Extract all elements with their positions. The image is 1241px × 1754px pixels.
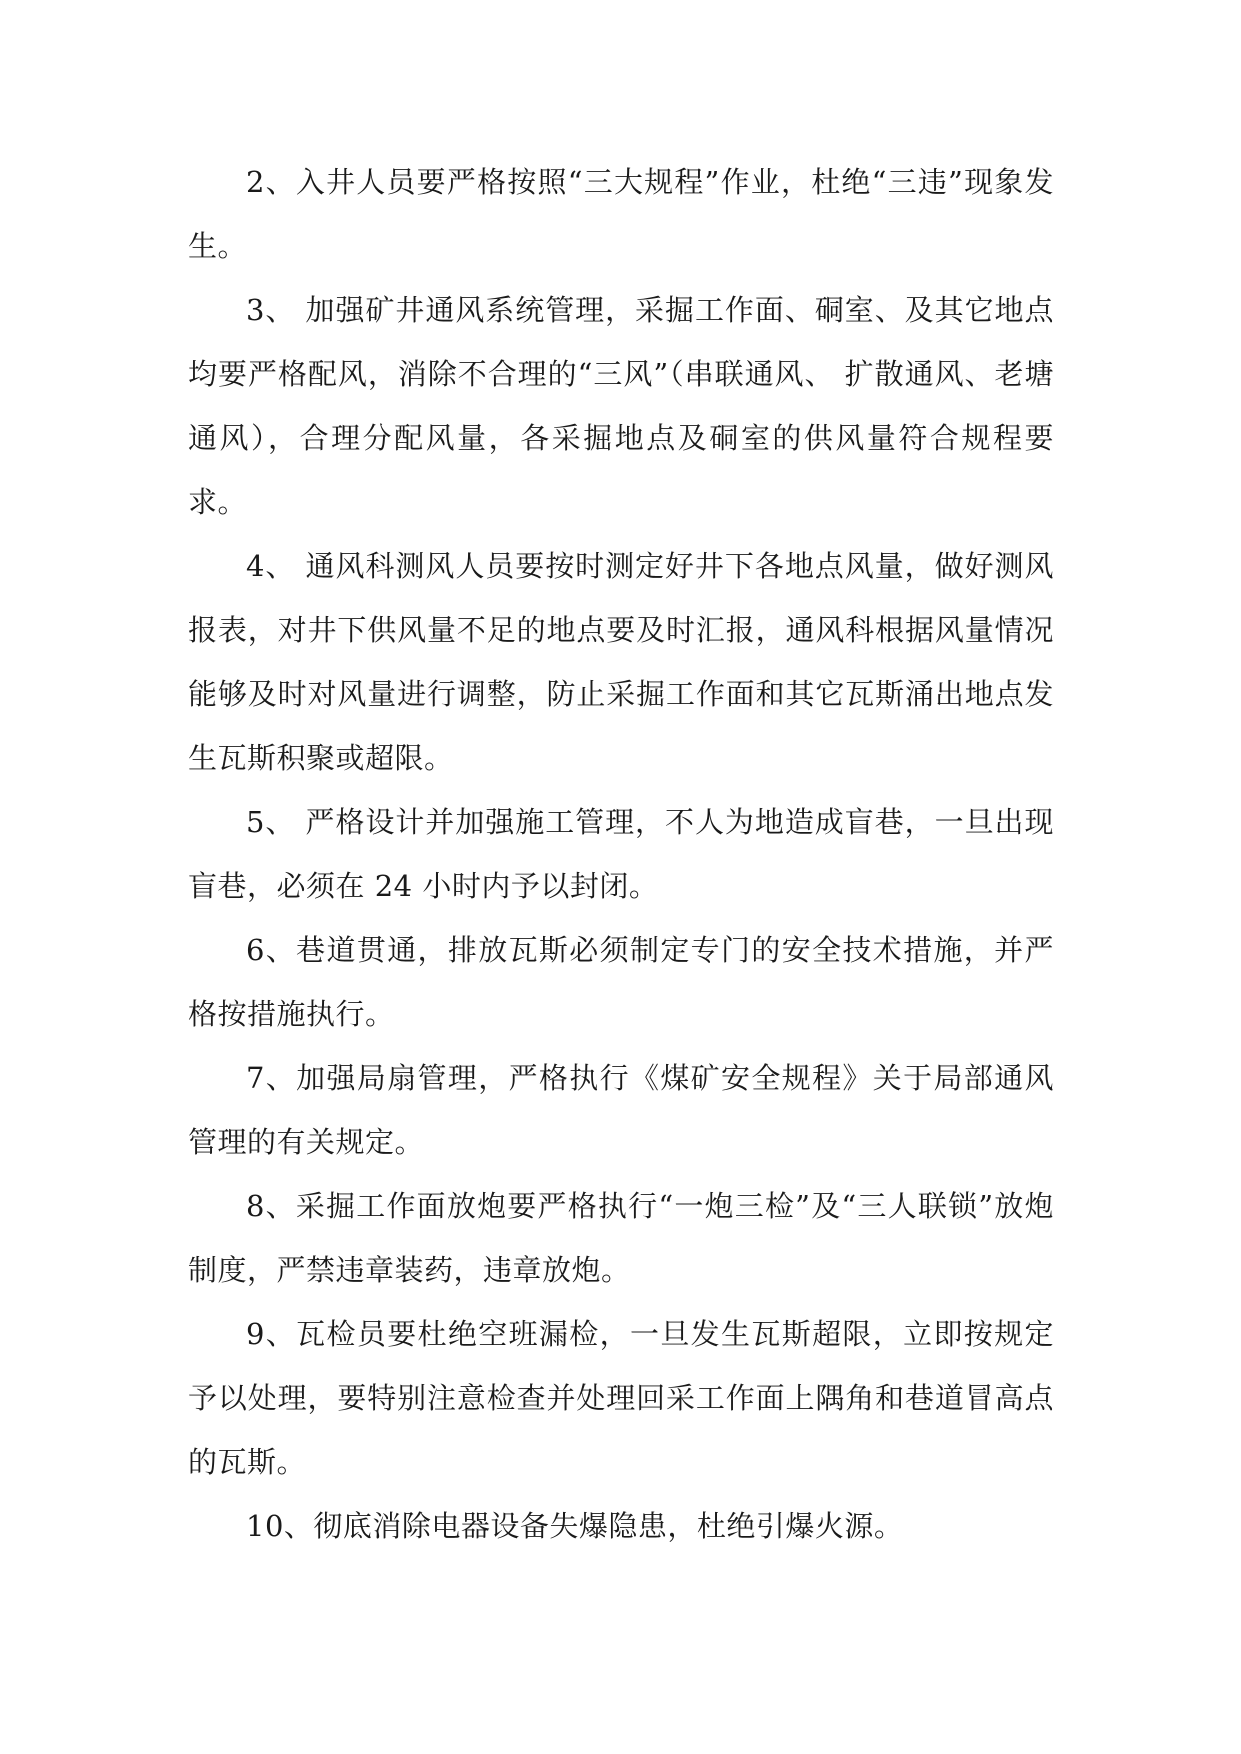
paragraph-item-8: 8、采掘工作面放炮要严格执行“一炮三检”及“三人联锁”放炮制度，严禁违章装药，违章放炮。 — [188, 1189, 1054, 1287]
paragraph-item-2: 2、入井人员要严格按照“三大规程”作业，杜绝“三违”现象发生。 — [188, 165, 1054, 263]
paragraph-item-5: 5、 严格设计并加强施工管理，不人为地造成盲巷，一旦出现盲巷，必须在 24 小时内予以封闭。 — [188, 805, 1054, 903]
paragraph-item-10: 10、彻底消除电器设备失爆隐患，杜绝引爆火源。 — [246, 1509, 904, 1543]
paragraph-item-7: 7、加强局扇管理，严格执行《煤矿安全规程》关于局部通风管理的有关规定。 — [188, 1061, 1054, 1159]
paragraph-item-9: 9、瓦检员要杜绝空班漏检，一旦发生瓦斯超限，立即按规定予以处理，要特别注意检查并处理回采工作面上隅角和巷道冒高点的瓦斯。 — [188, 1317, 1054, 1479]
paragraph-item-4: 4、 通风科测风人员要按时测定好井下各地点风量，做好测风报表，对井下供风量不足的地点要及时汇报，通风科根据风量情况能够及时对风量进行调整，防止采掘工作面和其它瓦斯涌出地点发生瓦斯积聚或超限。 — [188, 549, 1054, 775]
paragraph-item-6: 6、巷道贯通，排放瓦斯必须制定专门的安全技术措施，并严格按措施执行。 — [188, 933, 1054, 1031]
paragraph-item-3: 3、 加强矿井通风系统管理，采掘工作面、硐室、及其它地点均要严格配风，消除不合理的“三风”（串联通风、 扩散通风、老塘通风），合理分配风量，各采掘地点及硐室的供风量符合规程要求。 — [188, 293, 1054, 519]
document-body — [188, 150, 1054, 1558]
